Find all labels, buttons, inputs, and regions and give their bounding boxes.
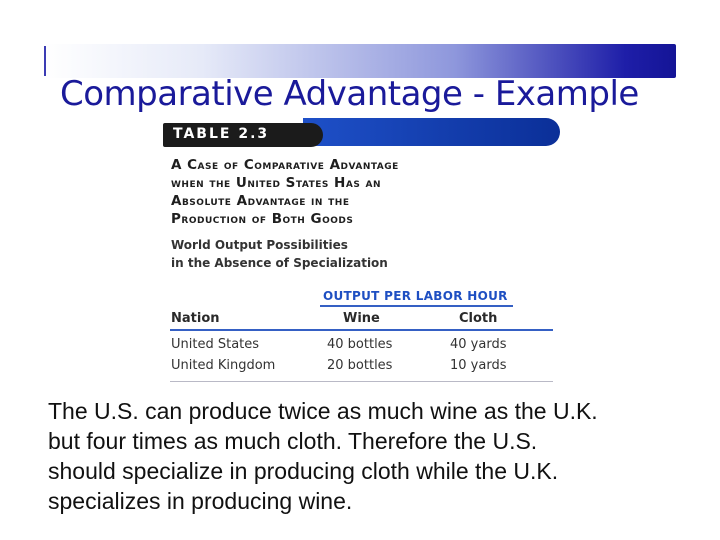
table-cell: 20 bottles (327, 358, 393, 373)
subheading-line: World Output Possibilities (171, 238, 348, 252)
column-header-cloth: Cloth (459, 311, 498, 326)
table-cell: 10 yards (450, 358, 507, 373)
table-tag (163, 123, 323, 147)
table-tag-bar (303, 118, 560, 146)
table-bottom-rule (170, 381, 553, 382)
table-cell: United Kingdom (171, 358, 276, 373)
slide-title: Comparative Advantage - Example (60, 74, 639, 114)
table-figure (163, 118, 563, 388)
title-bar-decoration (44, 44, 676, 78)
column-header-nation: Nation (171, 311, 220, 326)
table-tag-label: TABLE 2.3 (173, 126, 270, 142)
table-caption (171, 156, 399, 228)
caption-line: Absolute Advantage in the (171, 193, 350, 209)
table-cell: United States (171, 337, 260, 352)
header-rule (170, 329, 553, 331)
title-bar-accent (44, 46, 46, 76)
group-header: OUTPUT PER LABOR HOUR (323, 289, 508, 303)
caption-line: A Case of Comparative Advantage (171, 157, 399, 173)
table-cell: 40 yards (450, 337, 507, 352)
table-subheading (171, 236, 388, 272)
table-cell: 40 bottles (327, 337, 393, 352)
caption-line: Production of Both Goods (171, 211, 354, 227)
slide-body-text: The U.S. can produce twice as much wine as the U.K. but four times as much cloth. Therefore the U.S. should specialize in producing cloth while the U.K. specializes in producing wine. (48, 398, 598, 514)
caption-line: when the United States Has an (171, 175, 382, 191)
subheading-line: in the Absence of Specialization (171, 256, 388, 270)
group-header-rule (320, 305, 513, 307)
column-header-wine: Wine (343, 311, 380, 326)
